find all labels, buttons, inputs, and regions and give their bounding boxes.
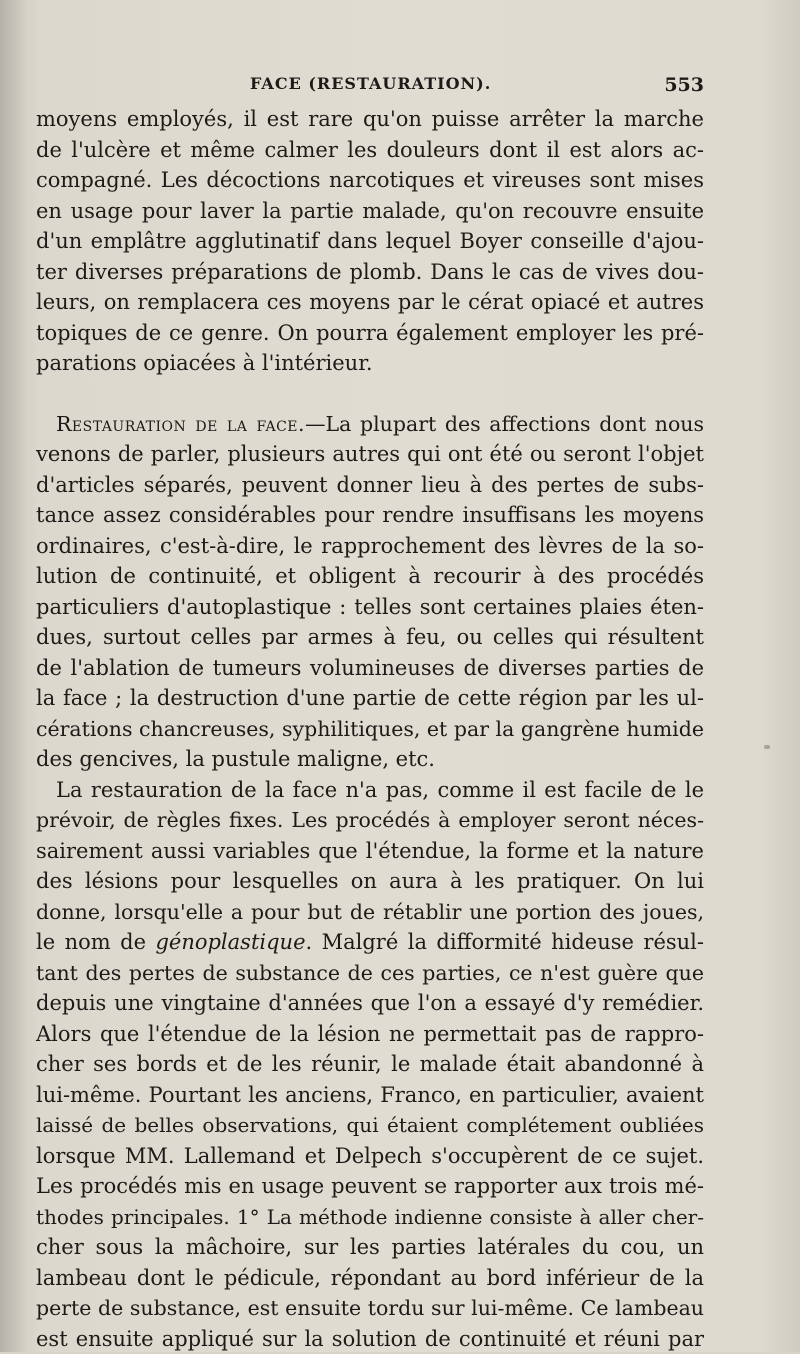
paragraph-1	[36, 104, 704, 379]
text-line: lui-même. Pourtant les anciens, Franco, en particulier, avaient	[36, 1080, 704, 1111]
text-line: en usage pour laver la partie malade, qu'on recouvre ensuite	[36, 196, 704, 227]
text-line: est ensuite appliqué sur la solution de continuité et réuni par	[36, 1324, 704, 1354]
body-text	[36, 104, 704, 1354]
text-line: cher ses bords et de les réunir, le malade était abandonné à	[36, 1049, 704, 1080]
text-line: donne, lorsqu'elle a pour but de rétablir une portion des joues,	[36, 897, 704, 928]
section-heading: Restauration de la face.	[56, 412, 305, 436]
text-line: dues, surtout celles par armes à feu, ou celles qui résultent	[36, 622, 704, 653]
text-line: particuliers d'autoplastique : telles sont certaines plaies éten-	[36, 592, 704, 623]
text-line: ordinaires, c'est-à-dire, le rapprochement des lèvres de la so-	[36, 531, 704, 562]
text-line: laissé de belles observations, qui étaient complétement oubliées	[36, 1110, 704, 1141]
text-line: ter diverses préparations de plomb. Dans le cas de vives dou-	[36, 257, 704, 288]
text-line	[36, 409, 704, 440]
text-line: sairement aussi variables que l'étendue, la forme et la nature	[36, 836, 704, 867]
italic-term: génoplastique	[155, 930, 305, 954]
text-line: des gencives, la pustule maligne, etc.	[36, 744, 704, 775]
text-line: moyens employés, il est rare qu'on puisse arrêter la marche	[36, 104, 704, 135]
text-line: tance assez considérables pour rendre insuffisans les moyens	[36, 500, 704, 531]
page-number: 553	[664, 74, 704, 96]
text-line: lution de continuité, et obligent à recourir à des procédés	[36, 561, 704, 592]
text-line: de l'ulcère et même calmer les douleurs dont il est alors ac-	[36, 135, 704, 166]
page-header	[36, 74, 704, 100]
text-line: la face ; la destruction d'une partie de cette région par les ul-	[36, 683, 704, 714]
running-title: FACE (RESTAURATION).	[250, 74, 491, 93]
text-line: venons de parler, plusieurs autres qui ont été ou seront l'objet	[36, 439, 704, 470]
text-line: Les procédés mis en usage peuvent se rapporter aux trois mé-	[36, 1171, 704, 1202]
paper-speck	[764, 745, 770, 749]
text-line: d'un emplâtre agglutinatif dans lequel Boyer conseille d'ajou-	[36, 226, 704, 257]
text-line: parations opiacées à l'intérieur.	[36, 348, 704, 379]
text-line: perte de substance, est ensuite tordu sur lui-même. Ce lambeau	[36, 1293, 704, 1324]
text-line: lorsque MM. Lallemand et Delpech s'occupèrent de ce sujet.	[36, 1141, 704, 1172]
text-line: tant des pertes de substance de ces parties, ce n'est guère que	[36, 958, 704, 989]
text-line: compagné. Les décoctions narcotiques et vireuses sont mises	[36, 165, 704, 196]
text-line	[36, 927, 704, 958]
text-line: cher sous la mâchoire, sur les parties latérales du cou, un	[36, 1232, 704, 1263]
text-line: d'articles séparés, peuvent donner lieu à des pertes de subs-	[36, 470, 704, 501]
gutter-shadow	[0, 0, 28, 1352]
text-line: topiques de ce genre. On pourra également employer les pré-	[36, 318, 704, 349]
text-line: La restauration de la face n'a pas, comme il est facile de le	[36, 775, 704, 806]
text-line: leurs, on remplacera ces moyens par le cérat opiacé et autres	[36, 287, 704, 318]
text-line: Alors que l'étendue de la lésion ne permettait pas de rappro-	[36, 1019, 704, 1050]
paragraph-gap	[36, 379, 704, 409]
line-prefix: le nom de	[36, 930, 155, 954]
text-line: des lésions pour lesquelles on aura à les pratiquer. On lui	[36, 866, 704, 897]
text-line: thodes principales. 1° La méthode indienne consiste à aller cher-	[36, 1202, 704, 1233]
text-line: prévoir, de règles fixes. Les procédés à employer seront néces-	[36, 805, 704, 836]
heading-line-rest: —La plupart des affections dont nous	[305, 412, 704, 436]
line-suffix: . Malgré la difformité hideuse résul-	[306, 930, 705, 954]
text-line: de l'ablation de tumeurs volumineuses de diverses parties de	[36, 653, 704, 684]
paragraph-3	[36, 775, 704, 1354]
text-line: cérations chancreuses, syphilitiques, et par la gangrène humide	[36, 714, 704, 745]
text-line: depuis une vingtaine d'années que l'on a essayé d'y remédier.	[36, 988, 704, 1019]
paragraph-2	[36, 409, 704, 775]
text-line: lambeau dont le pédicule, répondant au bord inférieur de la	[36, 1263, 704, 1294]
